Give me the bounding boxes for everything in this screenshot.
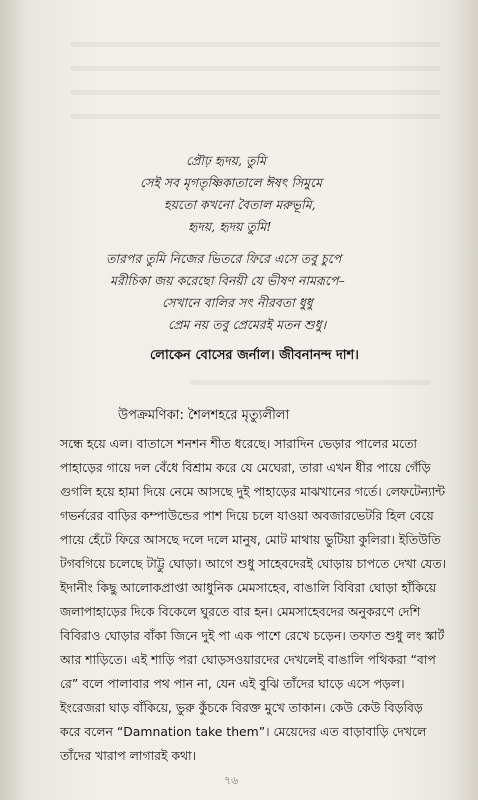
body-line: পায়ে হেঁটে ফিরে আসছে দলে দলে মানুষ, মোট মাথায় ভুটিয়া কুলিরা। ইতিউতি <box>60 532 441 547</box>
body-line: গভর্নরের বাড়ির কম্পাউন্ডের পাশ দিয়ে চলে যাওয়া অবজারভেটরি হিল বেয়ে <box>60 508 434 523</box>
poem-line: তারপর তুমি নিজের ভিতরে ফিরে এসে তবু চুপে <box>106 251 342 266</box>
show-through-line <box>190 380 430 385</box>
body-line: ইদানীং কিছু আলোকপ্রাপ্তা আধুনিক মেমসাহেব, বাঙালি বিবিরা ঘোড়া হাঁকিয়ে <box>60 580 437 595</box>
show-through-line <box>70 42 440 47</box>
body-line: ইংরেজরা ঘাড় বাঁকিয়ে, ভুরু কুঁচকে বিরক্ত মুখে তাকান। কেউ কেউ বিড়বিড় <box>60 700 423 715</box>
poem-attribution: লোকেন বোসের জর্নাল। জীবনানন্দ দাশ। <box>150 348 359 363</box>
body-line: জলাপাহাড়ের দিকে বিকেলে ঘুরতে বার হন। মেমসাহেবদের অনুকরণে দেশি <box>60 604 421 619</box>
body-line: সন্ধে হয়ে এল। বাতাসে শনশন শীত ধরেছে। সারাদিন ভেড়ার পালের মতো <box>60 436 417 451</box>
show-through-line <box>70 90 440 95</box>
poem-line: প্রেম নয় তবু প্রেমেরই মতন শুধু। <box>168 317 327 332</box>
show-through-line <box>70 66 440 71</box>
body-line: রে” বলে পালাবার পথ পান না, যেন এই বুঝি তাঁদের ঘাড়ে এসে পড়ল। <box>60 676 405 691</box>
body-line: করে বলেন “Damnation take them”। মেয়েদের এত বাড়াবাড়ি দেখলে <box>60 724 427 739</box>
section-title: উপক্রমণিকা: শৈলশহরে মৃত্যুলীলা <box>118 408 290 423</box>
body-line: আর শাড়িতে। এই শাড়ি পরা ঘোড়সওয়ারদের দেখলেই বাঙালি পথিকরা “বাপ <box>60 652 436 667</box>
body-line: টগবগিয়ে চলেছে টাট্টু ঘোড়া। আগে শুধু সাহেবদেরই ঘোড়ায় চাপতে দেখা যেত। <box>60 556 447 571</box>
page-number: ৭৬ <box>224 774 239 787</box>
poem-line: সেখানে বালির সৎ নীরবতা ধুধু <box>162 295 313 310</box>
body-line: তাঁদের খারাপ লাগারই কথা। <box>60 748 197 763</box>
body-line: গুগলি হয়ে হামা দিয়ে নেমে আসছে দুই পাহাড়ের মাঝখানের গর্তে। লেফটেন্যান্ট <box>60 484 446 499</box>
body-line: বিবিরাও ঘোড়ার বাঁকা জিনে দুই পা এক পাশে রেখে চড়েন। তফাত শুধু লং স্কার্ট <box>60 628 445 643</box>
poem-line: মরীচিকা জয় করেছো বিনয়ী যে ভীষণ নামরূপে– <box>110 273 345 288</box>
poem-line: প্রৌঢ় হৃদয়, তুমি <box>186 153 266 168</box>
poem-line: সেই সব মৃগতৃষ্ণিকাতালে ঈষৎ সিমুমে <box>140 175 323 190</box>
poem-line: হৃদয়, হৃদয় তুমি! <box>188 219 272 234</box>
show-through-line <box>70 114 440 119</box>
poem-line: হয়তো কখনো বৈতাল মরুভূমি, <box>164 197 316 212</box>
body-line: পাহাড়ের গায়ে দল বেঁধে বিশ্রাম করে যে মেঘেরা, তারা এখন ধীর পায়ে গেঁড়ি <box>60 460 431 475</box>
